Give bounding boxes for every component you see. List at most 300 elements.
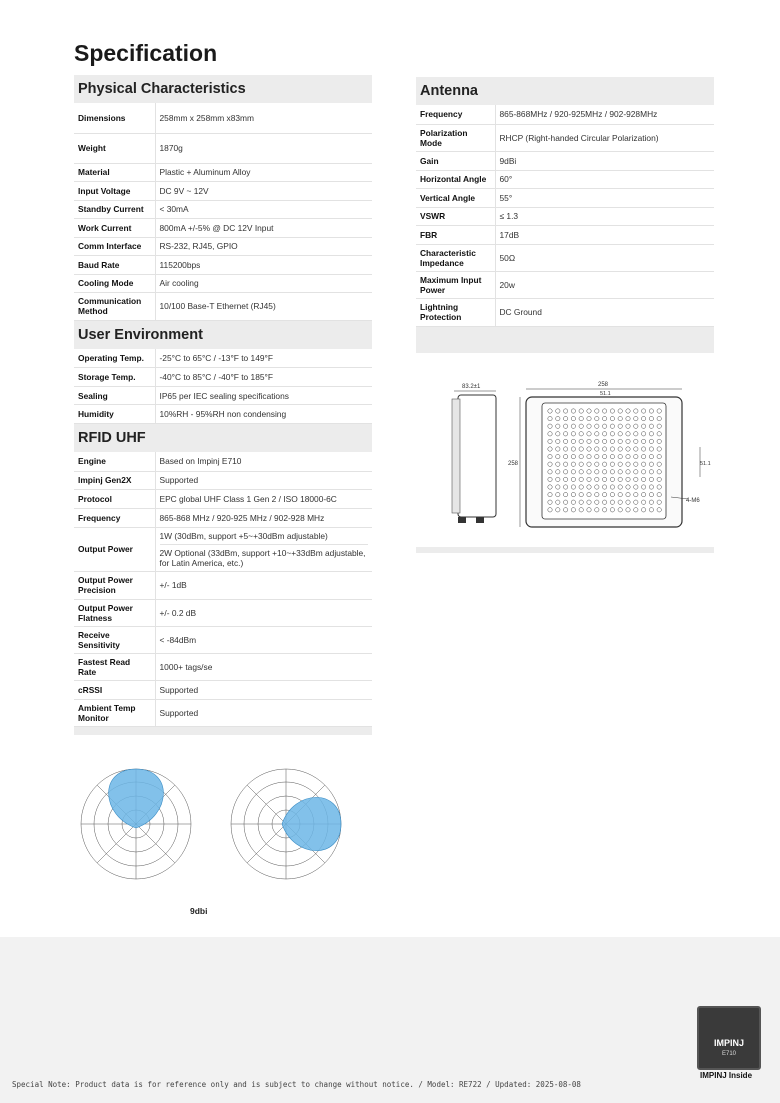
- rfid-heading: RFID UHF: [74, 424, 372, 452]
- radome-hole: [587, 416, 591, 420]
- radome-hole: [587, 424, 591, 428]
- radome-hole: [618, 507, 622, 511]
- spec-label: Dimensions: [74, 103, 155, 133]
- rfid-table: [74, 452, 372, 727]
- radome-hole: [618, 477, 622, 481]
- spec-row: [416, 225, 714, 244]
- radome-hole: [649, 439, 653, 443]
- radome-hole: [579, 446, 583, 450]
- spec-row: [416, 124, 714, 151]
- radome-hole: [641, 439, 645, 443]
- spec-label: Receive Sensitivity: [74, 626, 155, 653]
- spec-row: [74, 599, 372, 626]
- radome-hole: [556, 477, 560, 481]
- radome-hole: [618, 439, 622, 443]
- radome-hole: [641, 492, 645, 496]
- radome-hole: [595, 507, 599, 511]
- radome-hole: [579, 492, 583, 496]
- radome-hole: [602, 454, 606, 458]
- radome-hole: [641, 484, 645, 488]
- radome-hole: [634, 439, 638, 443]
- radome-hole: [571, 507, 575, 511]
- radome-hole: [634, 408, 638, 412]
- radome-hole: [556, 492, 560, 496]
- spec-label: Maximum Input Power: [416, 271, 495, 298]
- spec-row: [74, 527, 372, 571]
- spec-value: 1000+ tags/se: [155, 653, 372, 680]
- radome-hole: [634, 424, 638, 428]
- spec-label: Lightning Protection: [416, 298, 495, 326]
- radome-hole: [626, 454, 630, 458]
- spec-row: [74, 452, 372, 471]
- radome-hole: [618, 500, 622, 504]
- spec-row: [74, 133, 372, 163]
- spec-value: DC 9V ~ 12V: [155, 181, 372, 200]
- radome-hole: [556, 416, 560, 420]
- radome-hole: [595, 469, 599, 473]
- radome-hole: [571, 462, 575, 466]
- radome-hole: [579, 484, 583, 488]
- radome-hole: [571, 484, 575, 488]
- radome-hole: [563, 469, 567, 473]
- spec-label: Polarization Mode: [416, 124, 495, 151]
- radome-hole: [563, 462, 567, 466]
- radome-hole: [649, 431, 653, 435]
- radome-hole: [626, 408, 630, 412]
- radome-hole: [548, 424, 552, 428]
- spec-label: Humidity: [74, 405, 155, 424]
- radome-hole: [548, 439, 552, 443]
- output-power-standard: 1W (30dBm, support +5~+30dBm adjustable): [159, 530, 328, 541]
- radome-hole: [571, 469, 575, 473]
- spec-row: [74, 181, 372, 200]
- radome-hole: [548, 484, 552, 488]
- spec-row: [416, 244, 714, 271]
- radome-hole: [571, 408, 575, 412]
- radome-hole: [595, 431, 599, 435]
- spec-row: [74, 237, 372, 255]
- spec-row: [74, 349, 372, 368]
- radome-hole: [595, 477, 599, 481]
- spec-label: cRSSI: [74, 680, 155, 699]
- spec-value: EPC global UHF Class 1 Gen 2 / ISO 18000-6C: [155, 489, 372, 508]
- radome-hole: [610, 492, 614, 496]
- spec-row: [74, 387, 372, 405]
- radiation-pattern-vertical: [226, 764, 346, 884]
- spec-label: Comm Interface: [74, 237, 155, 255]
- radome-hole: [641, 446, 645, 450]
- spec-value: 60°: [495, 170, 714, 188]
- output-power-optional: 2W Optional (33dBm, support +10~+33dBm adjustable, for Latin America, etc.): [160, 544, 369, 571]
- radome-hole: [641, 477, 645, 481]
- spec-value: 10%RH - 95%RH non condensing: [155, 405, 372, 424]
- spec-row: [416, 170, 714, 188]
- spec-label: Storage Temp.: [74, 368, 155, 387]
- radome-hole: [602, 469, 606, 473]
- radome-hole: [595, 500, 599, 504]
- radome-hole: [602, 484, 606, 488]
- radome-hole: [602, 408, 606, 412]
- radome-hole: [579, 416, 583, 420]
- radiation-pattern-horizontal: [76, 764, 196, 884]
- radome-hole: [610, 507, 614, 511]
- radome-hole: [634, 446, 638, 450]
- radome-hole: [626, 424, 630, 428]
- radome-hole: [649, 424, 653, 428]
- spec-label: VSWR: [416, 207, 495, 225]
- radome-hole: [641, 507, 645, 511]
- radome-hole: [657, 424, 661, 428]
- spec-value: Supported: [155, 699, 372, 726]
- radome-hole: [602, 446, 606, 450]
- vertical-lobe: [282, 797, 341, 850]
- radome-hole: [563, 424, 567, 428]
- spec-value: 55°: [495, 188, 714, 207]
- radome-hole: [548, 462, 552, 466]
- radome-hole: [563, 431, 567, 435]
- radome-hole: [657, 469, 661, 473]
- spec-label: Protocol: [74, 489, 155, 508]
- radome-hole: [641, 431, 645, 435]
- footer-band: [0, 937, 780, 1103]
- radome-hole: [602, 416, 606, 420]
- spec-row: [74, 368, 372, 387]
- radome-hole: [610, 454, 614, 458]
- spec-value: < 30mA: [155, 200, 372, 218]
- spec-value: RS-232, RJ45, GPIO: [155, 237, 372, 255]
- radome-hole: [556, 446, 560, 450]
- spec-value: 10/100 Base-T Ethernet (RJ45): [155, 292, 372, 320]
- radome-hole: [649, 462, 653, 466]
- spec-row: [416, 151, 714, 170]
- radome-hole: [610, 484, 614, 488]
- radome-hole: [626, 469, 630, 473]
- radome-hole: [634, 492, 638, 496]
- spec-row: [74, 699, 372, 726]
- spec-label: Output Power: [74, 527, 155, 571]
- spec-label: Vertical Angle: [416, 188, 495, 207]
- radome-hole: [579, 500, 583, 504]
- spec-label: Frequency: [74, 508, 155, 527]
- spec-value: RHCP (Right-handed Circular Polarization): [495, 124, 714, 151]
- right-column: [416, 77, 714, 553]
- spec-row: [74, 218, 372, 237]
- spec-label: Gain: [416, 151, 495, 170]
- radome-hole: [657, 507, 661, 511]
- radome-hole: [649, 500, 653, 504]
- spec-value: +/- 1dB: [155, 571, 372, 599]
- chip-caption: IMPINJ Inside: [700, 1071, 753, 1080]
- radome-hole: [610, 477, 614, 481]
- radome-hole: [618, 454, 622, 458]
- radome-hole: [595, 416, 599, 420]
- pattern-caption: 9dbi: [190, 906, 208, 916]
- spec-value: +/- 0.2 dB: [155, 599, 372, 626]
- radome-hole: [595, 408, 599, 412]
- radome-hole: [556, 484, 560, 488]
- radome-hole: [610, 500, 614, 504]
- spec-value: [155, 527, 372, 571]
- radome-hole: [602, 500, 606, 504]
- spec-label: Cooling Mode: [74, 274, 155, 292]
- radome-hole: [587, 408, 591, 412]
- radome-hole: [571, 424, 575, 428]
- radome-hole: [602, 507, 606, 511]
- radome-hole: [579, 454, 583, 458]
- radome-hole: [571, 431, 575, 435]
- radome-hole: [618, 408, 622, 412]
- radome-hole: [626, 431, 630, 435]
- spec-row: [74, 274, 372, 292]
- radome-hole: [657, 431, 661, 435]
- spec-value: ≤ 1.3: [495, 207, 714, 225]
- radome-hole: [657, 408, 661, 412]
- radome-hole: [571, 492, 575, 496]
- footnote: Special Note: Product data is for reference only and is subject to change without notice. / Model: RE722 / Updated: 2025-08-08: [12, 1080, 581, 1089]
- radome-hole: [641, 416, 645, 420]
- radome-hole: [563, 446, 567, 450]
- spec-value: Supported: [155, 471, 372, 489]
- spec-row: [416, 207, 714, 225]
- spec-value: -25°C to 65°C / -13°F to 149°F: [155, 349, 372, 368]
- chip-brand: IMPINJ: [713, 1038, 744, 1048]
- spec-label: Horizontal Angle: [416, 170, 495, 188]
- spec-label: Output Power Precision: [74, 571, 155, 599]
- radome-hole: [626, 439, 630, 443]
- radome-hole: [579, 469, 583, 473]
- radome-hole: [626, 500, 630, 504]
- spec-label: Frequency: [416, 105, 495, 124]
- spec-label: Baud Rate: [74, 255, 155, 274]
- spec-row: [416, 298, 714, 326]
- front-width-label: 258: [598, 381, 609, 388]
- radome-hole: [626, 507, 630, 511]
- radome-hole: [649, 507, 653, 511]
- radome-hole: [587, 469, 591, 473]
- radome-hole: [618, 462, 622, 466]
- spec-row: [74, 292, 372, 320]
- spec-value: 865-868 MHz / 920-925 MHz / 902-928 MHz: [155, 508, 372, 527]
- spec-value: 9dBi: [495, 151, 714, 170]
- spec-row: [74, 489, 372, 508]
- radome-hole: [563, 439, 567, 443]
- radome-hole: [626, 484, 630, 488]
- radome-hole: [587, 439, 591, 443]
- radome-hole: [649, 484, 653, 488]
- spec-value: Air cooling: [155, 274, 372, 292]
- radome-hole: [634, 469, 638, 473]
- radome-hole: [556, 454, 560, 458]
- radome-hole: [641, 500, 645, 504]
- radome-hole: [548, 446, 552, 450]
- spec-label: Sealing: [74, 387, 155, 405]
- radome-hole: [548, 492, 552, 496]
- radome-hole: [595, 454, 599, 458]
- spec-value: IP65 per IEC sealing specifications: [155, 387, 372, 405]
- radome-hole: [563, 416, 567, 420]
- radome-hole: [618, 416, 622, 420]
- radome-hole: [657, 454, 661, 458]
- radome-hole: [657, 462, 661, 466]
- spec-label: Fastest Read Rate: [74, 653, 155, 680]
- radome-hole: [579, 424, 583, 428]
- radome-hole: [571, 446, 575, 450]
- spec-value: 800mA +/-5% @ DC 12V Input: [155, 218, 372, 237]
- spec-label: Input Voltage: [74, 181, 155, 200]
- radome-hole: [649, 416, 653, 420]
- radome-hole: [563, 484, 567, 488]
- radome-hole: [595, 439, 599, 443]
- spec-row: [74, 626, 372, 653]
- spec-label: Ambient Temp Monitor: [74, 699, 155, 726]
- radome-hole: [649, 408, 653, 412]
- radome-hole: [587, 492, 591, 496]
- antenna-heading: Antenna: [416, 77, 714, 105]
- spec-value: DC Ground: [495, 298, 714, 326]
- spec-row: [74, 653, 372, 680]
- mount-label: 4-M6: [686, 497, 700, 504]
- spec-row: [74, 255, 372, 274]
- radome-hole: [602, 424, 606, 428]
- radome-hole: [626, 446, 630, 450]
- radome-hole: [610, 469, 614, 473]
- radome-hole: [634, 431, 638, 435]
- inner-width-label: 51.1: [600, 390, 611, 397]
- radome-hole: [602, 439, 606, 443]
- radome-hole: [610, 408, 614, 412]
- physical-heading: Physical Characteristics: [74, 75, 372, 103]
- radome-hole: [641, 469, 645, 473]
- spec-value: 258mm x 258mm x83mm: [155, 103, 372, 133]
- spec-label: Engine: [74, 452, 155, 471]
- radome-hole: [595, 492, 599, 496]
- radome-hole: [657, 500, 661, 504]
- radome-hole: [595, 446, 599, 450]
- radome-hole: [571, 439, 575, 443]
- spec-value: 17dB: [495, 225, 714, 244]
- radome-hole: [548, 500, 552, 504]
- radome-hole: [602, 492, 606, 496]
- antenna-table: [416, 105, 714, 327]
- radome-hole: [579, 439, 583, 443]
- radome-hole: [579, 462, 583, 466]
- user-env-heading: User Environment: [74, 321, 372, 349]
- page-title: Specification: [74, 40, 218, 66]
- spec-row: [74, 571, 372, 599]
- physical-table: [74, 103, 372, 321]
- radome-hole: [563, 408, 567, 412]
- radome-hole: [649, 469, 653, 473]
- radome-hole: [610, 431, 614, 435]
- radome-hole: [618, 446, 622, 450]
- radome-hole: [556, 462, 560, 466]
- spec-value: 1870g: [155, 133, 372, 163]
- radome-hole: [571, 500, 575, 504]
- radome-hole: [571, 477, 575, 481]
- radome-hole: [556, 439, 560, 443]
- radome-hole: [556, 500, 560, 504]
- user-env-table: [74, 349, 372, 425]
- radome-hole: [563, 492, 567, 496]
- radome-hole: [563, 500, 567, 504]
- radome-hole: [587, 477, 591, 481]
- radome-hole: [579, 507, 583, 511]
- radome-hole: [602, 462, 606, 466]
- spec-value: -40°C to 85°C / -40°F to 185°F: [155, 368, 372, 387]
- radome-hole: [602, 431, 606, 435]
- spec-value: Supported: [155, 680, 372, 699]
- spec-value: 865-868MHz / 920-925MHz / 902-928MHz: [495, 105, 714, 124]
- spec-label: FBR: [416, 225, 495, 244]
- spec-row: [74, 680, 372, 699]
- spec-row: [74, 103, 372, 133]
- radome-hole: [618, 492, 622, 496]
- radome-hole: [618, 484, 622, 488]
- left-column: [74, 75, 372, 735]
- radome-hole: [657, 446, 661, 450]
- radome-hole: [634, 507, 638, 511]
- radome-hole: [610, 439, 614, 443]
- radome-hole: [657, 439, 661, 443]
- radome-hole: [657, 416, 661, 420]
- radome-hole: [587, 454, 591, 458]
- radome-hole: [634, 454, 638, 458]
- radome-hole: [641, 454, 645, 458]
- radome-hole: [548, 416, 552, 420]
- radome-hole: [649, 492, 653, 496]
- radome-hole: [626, 492, 630, 496]
- radome-hole: [548, 469, 552, 473]
- radome-hole: [587, 431, 591, 435]
- radome-hole: [657, 492, 661, 496]
- radome-hole: [563, 477, 567, 481]
- radome-hole: [548, 454, 552, 458]
- spec-row: [74, 508, 372, 527]
- radome-hole: [610, 424, 614, 428]
- radome-hole: [618, 424, 622, 428]
- radome-hole: [641, 408, 645, 412]
- radome-hole: [657, 484, 661, 488]
- radome-hole: [610, 446, 614, 450]
- rfid-table-footer: [74, 727, 372, 735]
- radome-hole: [587, 484, 591, 488]
- radome-hole: [641, 462, 645, 466]
- side-inner-label: 51.1: [700, 460, 711, 467]
- radome-hole: [595, 484, 599, 488]
- radome-hole: [626, 462, 630, 466]
- spec-row: [416, 188, 714, 207]
- radome-hole: [634, 477, 638, 481]
- radome-hole: [634, 462, 638, 466]
- spec-label: Standby Current: [74, 200, 155, 218]
- radome-hole: [634, 416, 638, 420]
- radome-hole: [571, 454, 575, 458]
- radome-hole: [602, 477, 606, 481]
- spec-label: Material: [74, 163, 155, 181]
- antenna-table-footer: [416, 327, 714, 353]
- radome-hole: [548, 408, 552, 412]
- spec-value: Based on Impinj E710: [155, 452, 372, 471]
- spec-value: 20w: [495, 271, 714, 298]
- radome-hole: [610, 416, 614, 420]
- spec-row: [74, 163, 372, 181]
- radome-hole: [634, 500, 638, 504]
- radome-hole: [626, 416, 630, 420]
- radome-hole: [657, 477, 661, 481]
- radome-hole: [595, 424, 599, 428]
- spec-row: [74, 405, 372, 424]
- spec-label: Operating Temp.: [74, 349, 155, 368]
